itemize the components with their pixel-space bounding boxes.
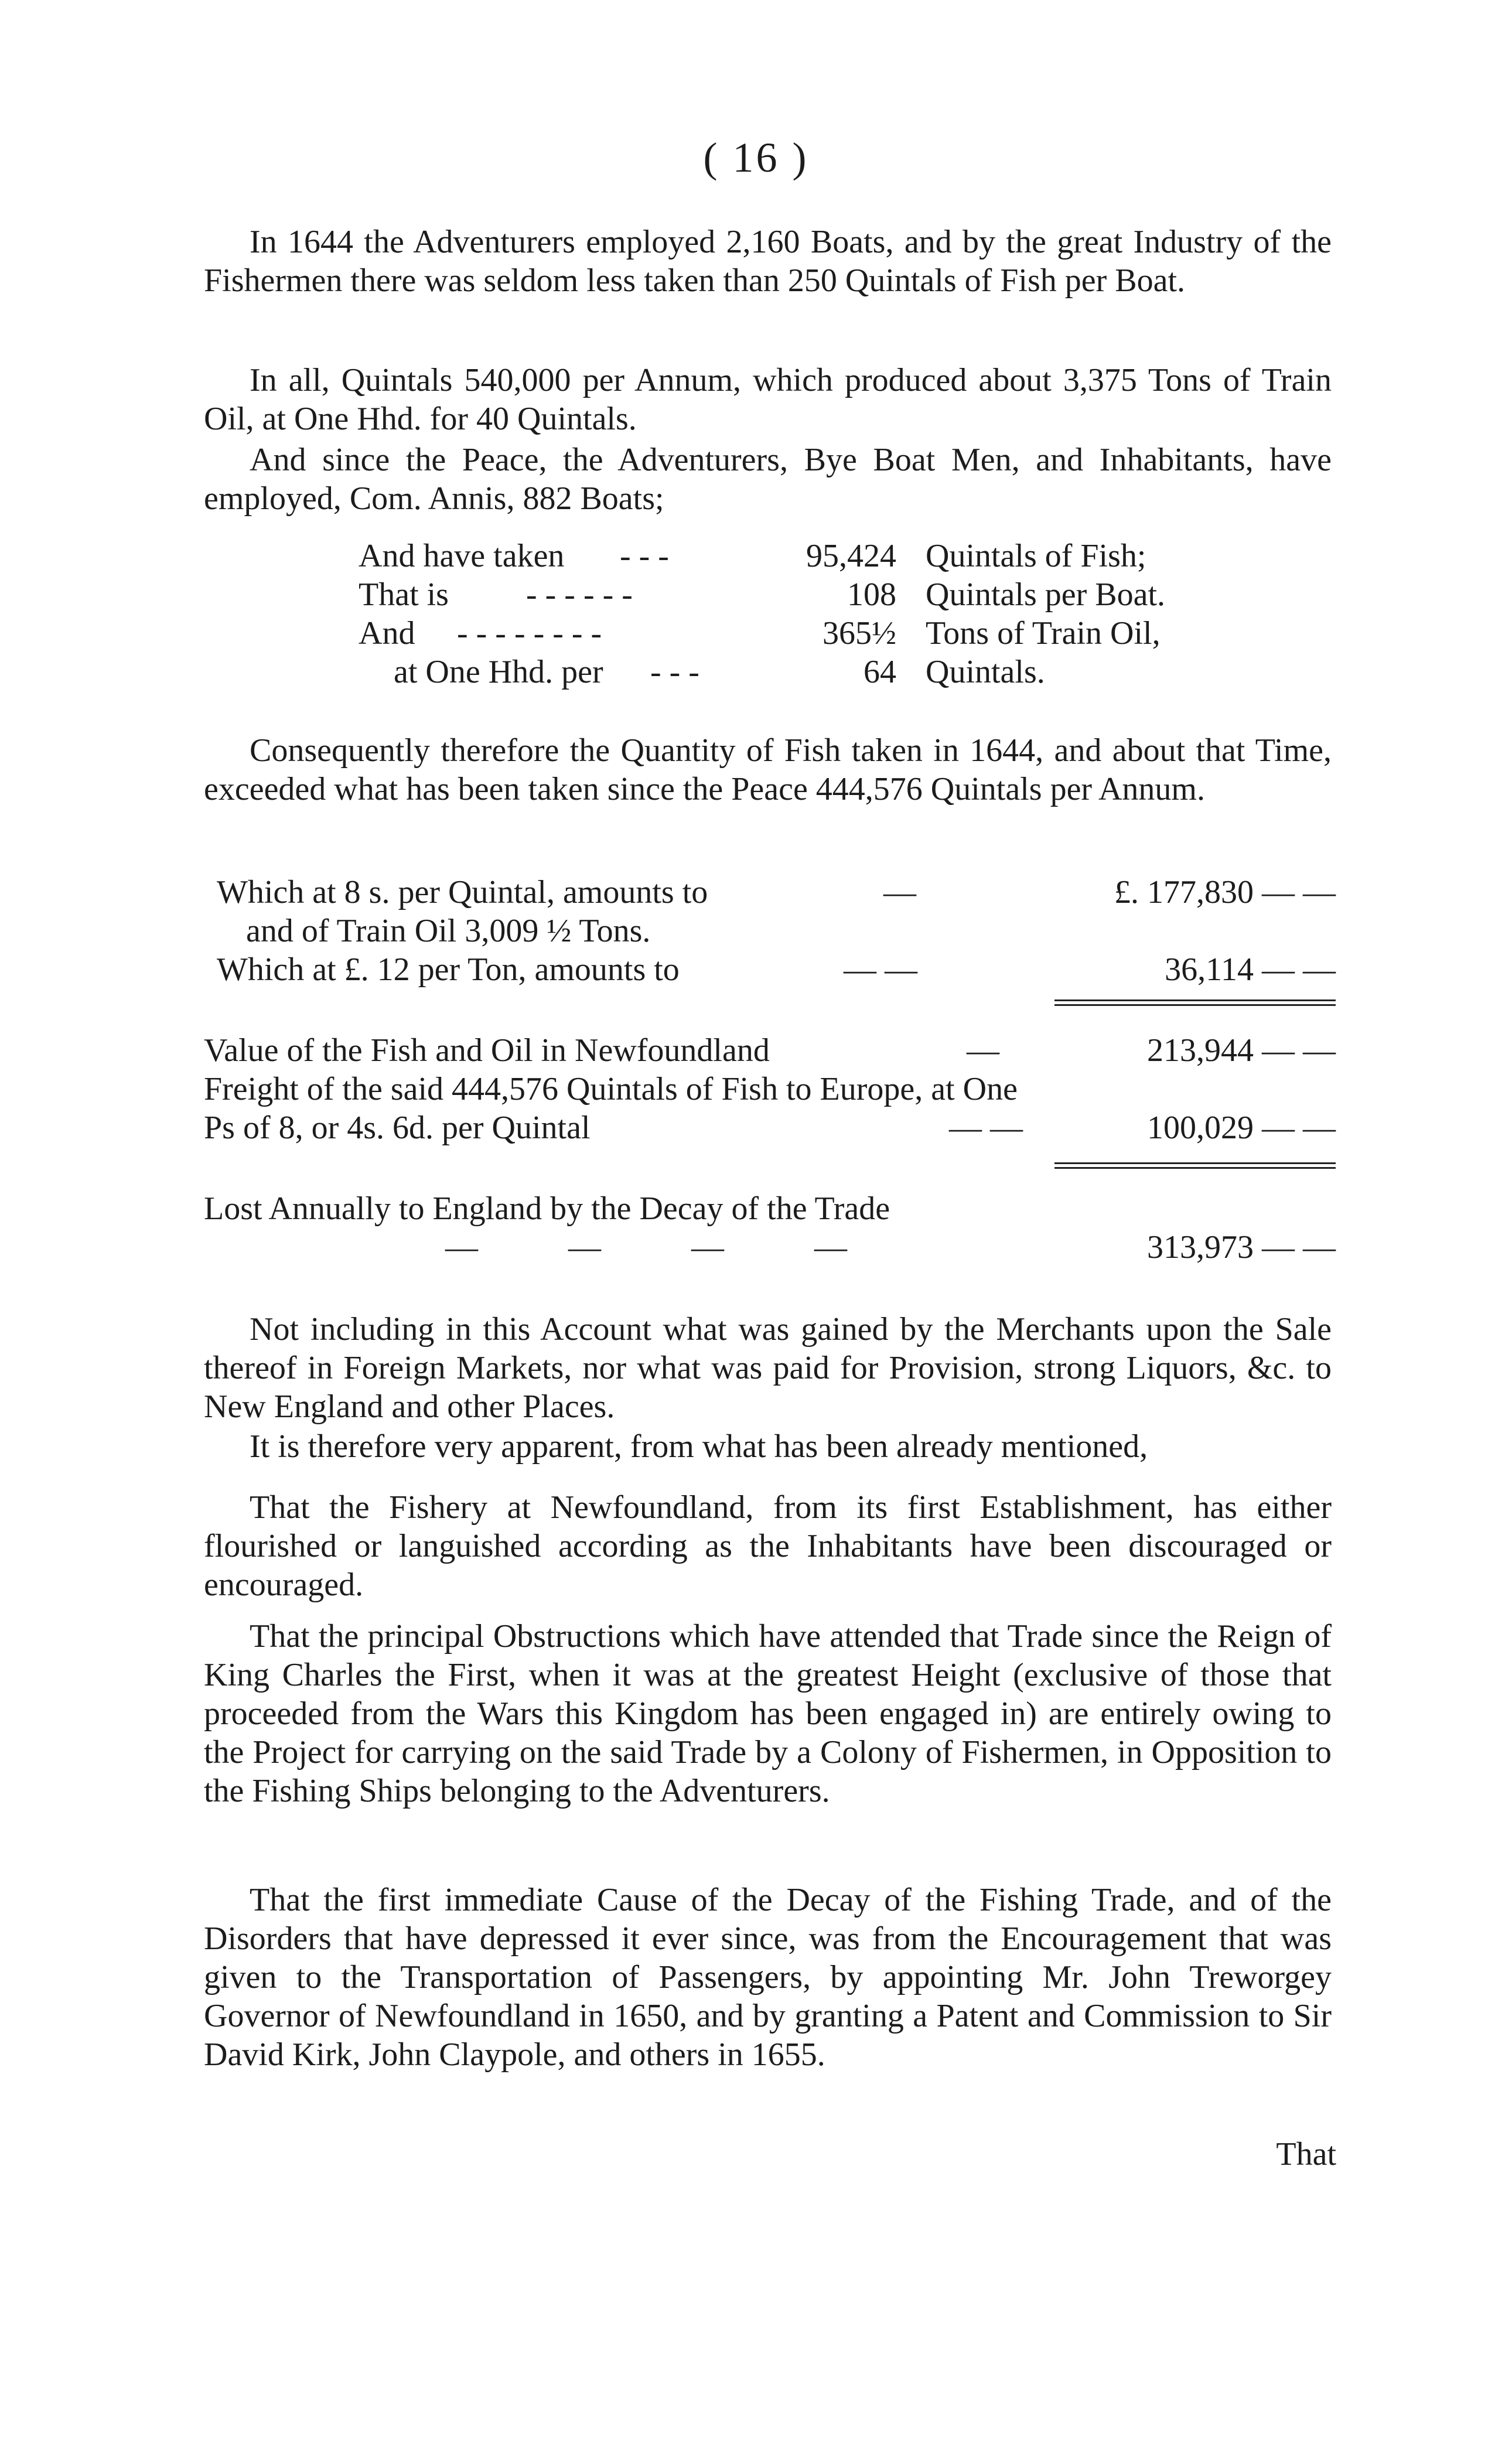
catch-row-unit: Quintals of Fish; [926, 538, 1146, 574]
page-number: ( 16 ) [703, 134, 809, 181]
paragraph-9 [204, 1881, 1332, 2074]
oil-value-amount: 36,114 — — [1165, 951, 1336, 988]
freight-label: Freight of the said 444,576 Quintals of Fish to Europe, at One Ps of 8, or 4s. 6d. per Quintal [204, 1071, 1018, 1146]
paragraph-6-text: It is therefore very apparent, from what has been already mentioned, [250, 1428, 1148, 1465]
oil-value-label: Which at £. 12 per Ton, amounts to [217, 951, 680, 988]
catch-row-dashes: - - - - - - [526, 576, 633, 613]
paragraph-5 [204, 1310, 1332, 1426]
catch-row-dashes: - - - - - - - - [457, 615, 602, 651]
loss-label: Lost Annually to England by the Decay of the Trade [204, 1190, 890, 1227]
paragraph-5-text: Not including in this Account what was gained by the Merchants upon the Sale thereof in Foreign Markets, nor what was paid for Provision, strong Liquors, &c. to New England and other Places. [204, 1311, 1332, 1425]
paragraph-7-text: That the Fishery at Newfoundland, from its first Establishment, has either flourished or languished according as the Inhabitants have been discouraged or encouraged. [204, 1489, 1332, 1603]
fish-value-amount: £. 177,830 — — [1114, 874, 1336, 910]
sum-rule [1054, 1162, 1336, 1169]
paragraph-6 [204, 1427, 1332, 1466]
catch-row-label: That is [359, 576, 449, 613]
loss-dashes: — — — — [445, 1229, 847, 1265]
total-value-label: Value of the Fish and Oil in Newfoundland [204, 1032, 770, 1069]
freight-amount: 100,029 — — [1147, 1110, 1336, 1146]
fish-value-dash: — [883, 874, 916, 910]
paragraph-1-text: In 1644 the Adventurers employed 2,160 Boats, and by the great Industry of the Fishermen there was seldom less taken than 250 Quintals of Fish per Boat. [204, 224, 1332, 299]
catch-row-dashes: - - - [620, 538, 669, 574]
catch-row-dashes: - - - [650, 654, 699, 690]
paragraph-9-text: That the first immediate Cause of the Decay of the Fishing Trade, and of the Disorders that have depressed it ever since, was from the Encouragement that was given to the Transportation of Passengers, by appointing Mr. John Treworgey Governor of Newfoundland in 1650, and by granting a Patent and Commission to Sir David Kirk, John Claypole, and others in 1655. [204, 1882, 1332, 2073]
loss-amount: 313,973 — — [1147, 1229, 1336, 1265]
catch-row-value: 64 [863, 654, 896, 690]
total-value-amount: 213,944 — — [1147, 1032, 1336, 1069]
paragraph-8 [204, 1617, 1332, 1810]
paragraph-8-text: That the principal Obstructions which have attended that Trade since the Reign of King Charles the First, when it was at the greatest Height (exclusive of those that proceeded from the Wars this Kingdom has been engaged in) are entirely owing to the Project for carrying on the said Trade by a Colony of Fishermen, in Opposition to the Fishing Ships belonging to the Adventurers. [204, 1618, 1332, 1809]
paragraph-7 [204, 1488, 1332, 1604]
oil-value-dashes: — — [844, 951, 917, 988]
paragraph-2 [204, 361, 1332, 438]
paragraph-4-text: Consequently therefore the Quantity of Fish taken in 1644, and about that Time, exceeded what has been taken since the Peace 444,576 Quintals per Annum. [204, 732, 1332, 807]
catch-row-unit: Quintals per Boat. [926, 576, 1166, 613]
catch-row-value: 365½ [822, 615, 896, 651]
catch-row-unit: Quintals. [926, 654, 1045, 690]
catch-row-unit: Tons of Train Oil, [926, 615, 1161, 651]
paragraph-2-text: In all, Quintals 540,000 per Annum, which produced about 3,375 Tons of Train Oil, at One Hhd. for 40 Quintals. [204, 362, 1332, 437]
total-value-dash: — [967, 1032, 999, 1069]
freight-dashes: — — [949, 1110, 1023, 1146]
catch-row-label: And have taken [359, 538, 565, 574]
catch-row-value: 108 [847, 576, 896, 613]
catchword: That [1276, 2136, 1336, 2172]
catch-row-label: at One Hhd. per [394, 654, 603, 690]
paragraph-3-text: And since the Peace, the Adventurers, Bye Boat Men, and Inhabitants, have employed, Com. Annis, 882 Boats; [204, 442, 1332, 517]
sum-rule [1054, 999, 1336, 1006]
fish-value-label: Which at 8 s. per Quintal, amounts to [217, 874, 708, 910]
paragraph-3 [204, 441, 1332, 518]
catch-row-value: 95,424 [806, 538, 896, 574]
paragraph-1 [204, 223, 1332, 300]
catch-row-label: And [359, 615, 415, 651]
paragraph-4 [204, 731, 1332, 808]
oil-quantity-label: and of Train Oil 3,009 ½ Tons. [246, 913, 651, 949]
